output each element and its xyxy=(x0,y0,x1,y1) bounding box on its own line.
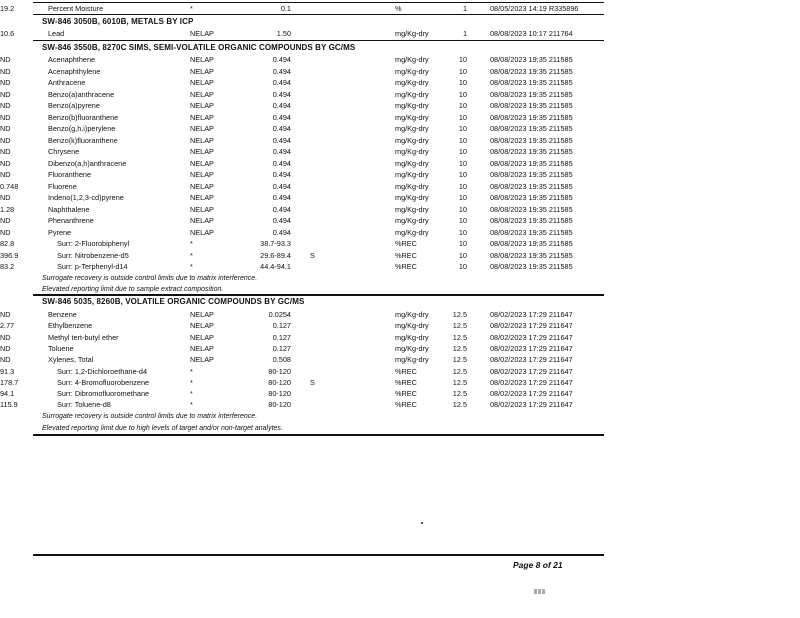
footer-rule xyxy=(33,554,604,556)
table-row xyxy=(0,215,800,226)
cell-result: 91.3 xyxy=(0,366,15,376)
cell-unit: mg/Kg-dry xyxy=(395,321,429,331)
cell-cert: NELAP xyxy=(190,158,214,168)
cell-dil: 10 xyxy=(458,147,467,156)
cell-name: Dibenzo(a,h)anthracene xyxy=(48,158,127,168)
cell-date: 08/02/2023 17:29 211647 xyxy=(490,310,573,319)
table-row xyxy=(0,204,800,215)
cell-dil: 12.5 xyxy=(452,366,467,376)
cell-date: 08/02/2023 17:29 211647 xyxy=(490,355,573,365)
cell-result: ND xyxy=(0,112,11,122)
cell-dil: 10 xyxy=(458,78,467,87)
cell-cert: * xyxy=(190,4,193,13)
cell-dil: 12.5 xyxy=(452,355,467,365)
cell-date: 08/08/2023 19:35 211585 xyxy=(490,101,573,110)
cell-rl: 0.1 xyxy=(280,4,291,13)
table-row xyxy=(0,158,800,169)
cell-date: 08/08/2023 19:35 211585 xyxy=(490,204,573,214)
cell-name: Surr: Dibromofluoromethane xyxy=(57,389,150,399)
cell-name: Fluoranthene xyxy=(48,170,92,179)
cell-unit: mg/Kg-dry xyxy=(395,55,429,64)
cell-rl: 0.494 xyxy=(272,216,291,225)
cell-date: 08/08/2023 19:35 211585 xyxy=(490,181,573,191)
cell-name: Pyrene xyxy=(48,227,72,237)
cell-name: Fluorene xyxy=(48,181,77,191)
cell-date: 08/08/2023 19:35 211585 xyxy=(490,216,573,225)
cell-date: 08/02/2023 17:29 211647 xyxy=(490,389,573,399)
cell-date: 08/08/2023 19:35 211585 xyxy=(490,55,573,64)
cell-unit: mg/Kg-dry xyxy=(395,310,429,319)
cell-dil: 10 xyxy=(458,55,467,64)
cell-result: 82.8 xyxy=(0,239,15,248)
cell-rl: 0.494 xyxy=(272,170,291,179)
cell-rl: 80-120 xyxy=(268,389,291,399)
cell-cert: * xyxy=(190,377,193,387)
cell-name: Benzo(a)anthracene xyxy=(48,89,115,99)
cell-result: ND xyxy=(0,355,11,365)
cell-date: 08/08/2023 19:35 211585 xyxy=(490,193,573,202)
cell-unit: mg/Kg-dry xyxy=(395,181,429,191)
cell-cert: NELAP xyxy=(190,181,214,191)
cell-name: Benzo(k)fluoranthene xyxy=(48,135,118,145)
cell-result: 115.9 xyxy=(0,400,18,410)
cell-date: 08/08/2023 19:35 211585 xyxy=(490,147,573,156)
section-title: SW-846 3050B, 6010B, METALS BY ICP xyxy=(42,17,194,26)
cell-rl: 0.494 xyxy=(272,227,291,237)
cell-dil: 10 xyxy=(458,66,467,76)
cell-dil: 12.5 xyxy=(452,377,467,387)
cell-cert: NELAP xyxy=(190,193,214,202)
cell-rl: 0.494 xyxy=(272,193,291,202)
footnote: Surrogate recovery is outside control limits due to matrix interference. xyxy=(42,413,258,420)
cell-name: Benzo(g,h,i)perylene xyxy=(48,124,116,133)
cell-unit: %REC xyxy=(395,250,417,260)
cell-cert: NELAP xyxy=(190,124,214,133)
cell-date: 08/08/2023 19:35 211585 xyxy=(490,89,573,99)
cell-cert: NELAP xyxy=(190,101,214,110)
cell-result: 19.2 xyxy=(0,4,15,13)
cell-cert: * xyxy=(190,400,193,410)
cell-date: 08/02/2023 17:29 211647 xyxy=(490,377,573,387)
cell-date: 08/02/2023 17:29 211647 xyxy=(490,366,573,376)
cell-result: ND xyxy=(0,216,11,225)
cell-unit: mg/Kg-dry xyxy=(395,355,429,365)
cell-result: ND xyxy=(0,343,11,353)
cell-result: ND xyxy=(0,310,11,319)
cell-cert: * xyxy=(190,389,193,399)
cell-rl: 0.494 xyxy=(272,147,291,156)
cell-unit: mg/Kg-dry xyxy=(395,332,429,342)
cell-cert: NELAP xyxy=(190,29,214,38)
cell-name: Benzene xyxy=(48,310,77,319)
table-row xyxy=(0,169,800,180)
cell-result: 83.2 xyxy=(0,262,15,271)
cell-result: ND xyxy=(0,158,11,168)
cell-name: Phenanthrene xyxy=(48,216,94,225)
cell-unit: mg/Kg-dry xyxy=(395,29,429,38)
cell-cert: NELAP xyxy=(190,112,214,122)
cell-date: 08/08/2023 19:35 211585 xyxy=(490,112,573,122)
cell-rl: 29.6-89.4 xyxy=(260,250,291,260)
table-row xyxy=(0,100,800,111)
cell-dil: 10 xyxy=(458,112,467,122)
cell-rl: 38.7-93.3 xyxy=(260,239,291,248)
cell-result: ND xyxy=(0,101,11,110)
cell-name: Surr: p-Terphenyl-d14 xyxy=(57,262,128,271)
cell-name: Benzo(b)fluoranthene xyxy=(48,112,119,122)
section-rule xyxy=(33,40,604,41)
cell-name: Acenaphthene xyxy=(48,55,96,64)
cell-date: 08/08/2023 19:35 211585 xyxy=(490,66,573,76)
cell-rl: 44.4-94.1 xyxy=(260,262,291,271)
cell-cert: NELAP xyxy=(190,321,214,331)
table-row xyxy=(0,77,800,88)
cell-unit: mg/Kg-dry xyxy=(395,216,429,225)
table-row xyxy=(0,227,800,238)
cell-unit: %REC xyxy=(395,377,417,387)
cell-result: 1.28 xyxy=(0,204,15,214)
cell-cert: * xyxy=(190,262,193,271)
cell-rl: 0.127 xyxy=(272,343,291,353)
cell-dil: 10 xyxy=(458,101,467,110)
cell-rl: 0.494 xyxy=(272,135,291,145)
cell-rl: 0.494 xyxy=(272,204,291,214)
table-row xyxy=(0,192,800,203)
cell-rl: 80-120 xyxy=(268,366,291,376)
table-row xyxy=(0,146,800,157)
cell-dil: 10 xyxy=(458,204,467,214)
cell-rl: 1.50 xyxy=(276,29,291,38)
cell-dil: 10 xyxy=(458,239,467,248)
table-row xyxy=(0,66,800,77)
cell-dil: 12.5 xyxy=(452,343,467,353)
cell-unit: %REC xyxy=(395,400,417,410)
cell-cert: NELAP xyxy=(190,310,214,319)
cell-date: 08/02/2023 17:29 211647 xyxy=(490,332,573,342)
cell-cert: NELAP xyxy=(190,332,214,342)
cell-cert: * xyxy=(190,239,193,248)
cell-unit: mg/Kg-dry xyxy=(395,78,429,87)
cell-cert: NELAP xyxy=(190,204,214,214)
cell-result: ND xyxy=(0,55,11,64)
cell-name: Indeno(1,2,3-cd)pyrene xyxy=(48,193,124,202)
cell-date: 08/08/2023 19:35 211585 xyxy=(490,262,573,271)
table-row xyxy=(0,28,800,39)
cell-unit: mg/Kg-dry xyxy=(395,170,429,179)
table-row xyxy=(0,123,800,134)
cell-dil: 10 xyxy=(458,227,467,237)
cell-dil: 10 xyxy=(458,124,467,133)
cell-date: 08/08/2023 19:35 211585 xyxy=(490,124,573,133)
cell-dil: 1 xyxy=(462,4,467,13)
cell-date: 08/02/2023 17:29 211647 xyxy=(490,400,573,410)
cell-cert: NELAP xyxy=(190,355,214,365)
cell-rl: 0.494 xyxy=(272,112,291,122)
table-row xyxy=(0,135,800,146)
surrogate-row xyxy=(0,250,800,261)
cell-dil: 12.5 xyxy=(452,321,467,331)
cell-name: Lead xyxy=(48,29,65,38)
cell-unit: mg/Kg-dry xyxy=(395,193,429,202)
cell-result: ND xyxy=(0,193,11,202)
cell-rl: 0.494 xyxy=(272,78,291,87)
cell-name: Chrysene xyxy=(48,147,80,156)
cell-name: Ethylbenzene xyxy=(48,321,93,331)
cell-dil: 12.5 xyxy=(452,310,467,319)
cell-name: Surr: 1,2-Dichloroethane-d4 xyxy=(57,366,148,376)
footnote: Elevated reporting limit due to sample extract composition. xyxy=(42,286,224,293)
cell-result: 0.748 xyxy=(0,181,19,191)
cell-unit: mg/Kg-dry xyxy=(395,89,429,99)
cell-result: 2.77 xyxy=(0,321,15,331)
cell-dil: 10 xyxy=(458,216,467,225)
cell-date: 08/08/2023 19:35 211585 xyxy=(490,158,573,168)
surrogate-row xyxy=(0,238,800,249)
cell-name: Xylenes, Total xyxy=(48,355,94,365)
cell-unit: %REC xyxy=(395,389,417,399)
surrogate-row xyxy=(0,399,800,410)
section-rule xyxy=(33,434,604,436)
table-row xyxy=(0,354,800,365)
table-row xyxy=(0,3,800,14)
table-row xyxy=(0,54,800,65)
cell-name: Toluene xyxy=(48,343,74,353)
cell-name: Acenaphthylene xyxy=(48,66,101,76)
cell-rl: 0.494 xyxy=(272,101,291,110)
cell-unit: % xyxy=(395,4,402,13)
cell-name: Surr: 4-Bromofluorobenzene xyxy=(57,377,150,387)
cell-name: Surr: Nitrobenzene-d5 xyxy=(57,250,129,260)
cell-result: ND xyxy=(0,135,11,145)
cell-unit: mg/Kg-dry xyxy=(395,101,429,110)
cell-date: 08/02/2023 17:29 211647 xyxy=(490,321,573,331)
table-row xyxy=(0,343,800,354)
scan-mark-icon xyxy=(534,581,547,586)
surrogate-row xyxy=(0,366,800,377)
cell-cert: * xyxy=(190,366,193,376)
surrogate-row xyxy=(0,377,800,388)
section-title: SW-846 5035, 8260B, VOLATILE ORGANIC COMPOUNDS BY GC/MS xyxy=(42,297,305,306)
cell-rl: 80-120 xyxy=(268,377,291,387)
cell-rl: 0.494 xyxy=(272,89,291,99)
cell-unit: mg/Kg-dry xyxy=(395,227,429,237)
cell-name: Surr: Toluene-d8 xyxy=(57,400,111,410)
footnote: Surrogate recovery is outside control limits due to matrix interference. xyxy=(42,275,258,282)
cell-name: Percent Moisture xyxy=(48,4,104,13)
cell-unit: mg/Kg-dry xyxy=(395,124,429,133)
cell-rl: 0.127 xyxy=(272,321,291,331)
cell-unit: mg/Kg-dry xyxy=(395,112,429,122)
cell-cert: NELAP xyxy=(190,89,214,99)
cell-unit: %REC xyxy=(395,262,417,271)
cell-result: ND xyxy=(0,78,11,87)
cell-rl: 0.494 xyxy=(272,158,291,168)
cell-rl: 0.494 xyxy=(272,55,291,64)
cell-date: 08/08/2023 19:35 211585 xyxy=(490,239,573,248)
cell-cert: NELAP xyxy=(190,216,214,225)
cell-result: 178.7 xyxy=(0,377,19,387)
cell-result: 10.6 xyxy=(0,29,15,38)
table-row xyxy=(0,309,800,320)
cell-cert: NELAP xyxy=(190,135,214,145)
cell-cert: NELAP xyxy=(190,343,214,353)
cell-rl: 0.494 xyxy=(272,124,291,133)
cell-rl: 0.494 xyxy=(272,66,291,76)
cell-rl: 0.127 xyxy=(272,332,291,342)
cell-dil: 12.5 xyxy=(452,400,467,410)
table-row xyxy=(0,112,800,123)
cell-result: ND xyxy=(0,124,11,133)
cell-dil: 10 xyxy=(458,181,467,191)
cell-name: Naphthalene xyxy=(48,204,90,214)
cell-dil: 1 xyxy=(462,29,467,38)
cell-name: Benzo(a)pyrene xyxy=(48,101,100,110)
cell-date: 08/08/2023 19:35 211585 xyxy=(490,227,573,237)
cell-cert: NELAP xyxy=(190,227,214,237)
cell-dil: 10 xyxy=(458,89,467,99)
cell-cert: NELAP xyxy=(190,170,214,179)
stray-dot xyxy=(421,522,423,524)
cell-result: ND xyxy=(0,332,11,342)
cell-dil: 10 xyxy=(458,262,467,271)
cell-unit: mg/Kg-dry xyxy=(395,147,429,156)
cell-date: 08/02/2023 17:29 211647 xyxy=(490,343,573,353)
cell-rl: 80-120 xyxy=(268,400,291,410)
table-row xyxy=(0,89,800,100)
cell-date: 08/08/2023 10:17 211764 xyxy=(490,29,573,38)
cell-unit: mg/Kg-dry xyxy=(395,204,429,214)
cell-rl: 0.0254 xyxy=(268,310,291,319)
surrogate-row xyxy=(0,388,800,399)
cell-dil: 10 xyxy=(458,158,467,168)
cell-unit: mg/Kg-dry xyxy=(395,343,429,353)
cell-date: 08/08/2023 19:35 211585 xyxy=(490,170,573,179)
page-number: Page 8 of 21 xyxy=(513,560,563,570)
cell-cert: NELAP xyxy=(190,66,214,76)
cell-unit: mg/Kg-dry xyxy=(395,66,429,76)
cell-result: 396.9 xyxy=(0,250,19,260)
cell-date: 08/08/2023 19:35 211585 xyxy=(490,250,573,260)
cell-result: ND xyxy=(0,66,11,76)
section-title: SW-846 3550B, 8270C SIMS, SEMI-VOLATILE ORGANIC COMPOUNDS BY GC/MS xyxy=(42,43,356,52)
section-rule xyxy=(33,14,604,15)
cell-flag: S xyxy=(310,377,315,387)
cell-date: 08/08/2023 19:35 211585 xyxy=(490,78,573,87)
cell-cert: NELAP xyxy=(190,147,214,156)
footnote: Elevated reporting limit due to high levels of target and/or non-target analytes. xyxy=(42,425,283,432)
cell-cert: * xyxy=(190,250,193,260)
cell-rl: 0.508 xyxy=(272,355,291,365)
cell-unit: mg/Kg-dry xyxy=(395,158,429,168)
cell-date: 08/05/2023 14:19 R335896 xyxy=(490,4,579,13)
cell-name: Surr: 2-Fluorobiphenyl xyxy=(57,239,130,248)
cell-result: ND xyxy=(0,89,11,99)
cell-dil: 10 xyxy=(458,193,467,202)
cell-unit: %REC xyxy=(395,239,417,248)
cell-dil: 10 xyxy=(458,170,467,179)
cell-unit: mg/Kg-dry xyxy=(395,135,429,145)
cell-name: Methyl tert-butyl ether xyxy=(48,332,119,342)
cell-dil: 12.5 xyxy=(452,332,467,342)
cell-name: Anthracene xyxy=(48,78,86,87)
cell-result: 94.1 xyxy=(0,389,15,399)
cell-rl: 0.494 xyxy=(272,181,291,191)
cell-flag: S xyxy=(310,250,315,260)
cell-date: 08/08/2023 19:35 211585 xyxy=(490,135,573,145)
cell-unit: %REC xyxy=(395,366,417,376)
cell-cert: NELAP xyxy=(190,78,214,87)
cell-dil: 10 xyxy=(458,135,467,145)
cell-cert: NELAP xyxy=(190,55,214,64)
cell-result: ND xyxy=(0,147,11,156)
cell-result: ND xyxy=(0,170,11,179)
cell-dil: 10 xyxy=(458,250,467,260)
surrogate-row xyxy=(0,261,800,272)
table-row xyxy=(0,320,800,331)
table-row xyxy=(0,181,800,192)
cell-result: ND xyxy=(0,227,11,237)
cell-dil: 12.5 xyxy=(452,389,467,399)
table-row xyxy=(0,332,800,343)
